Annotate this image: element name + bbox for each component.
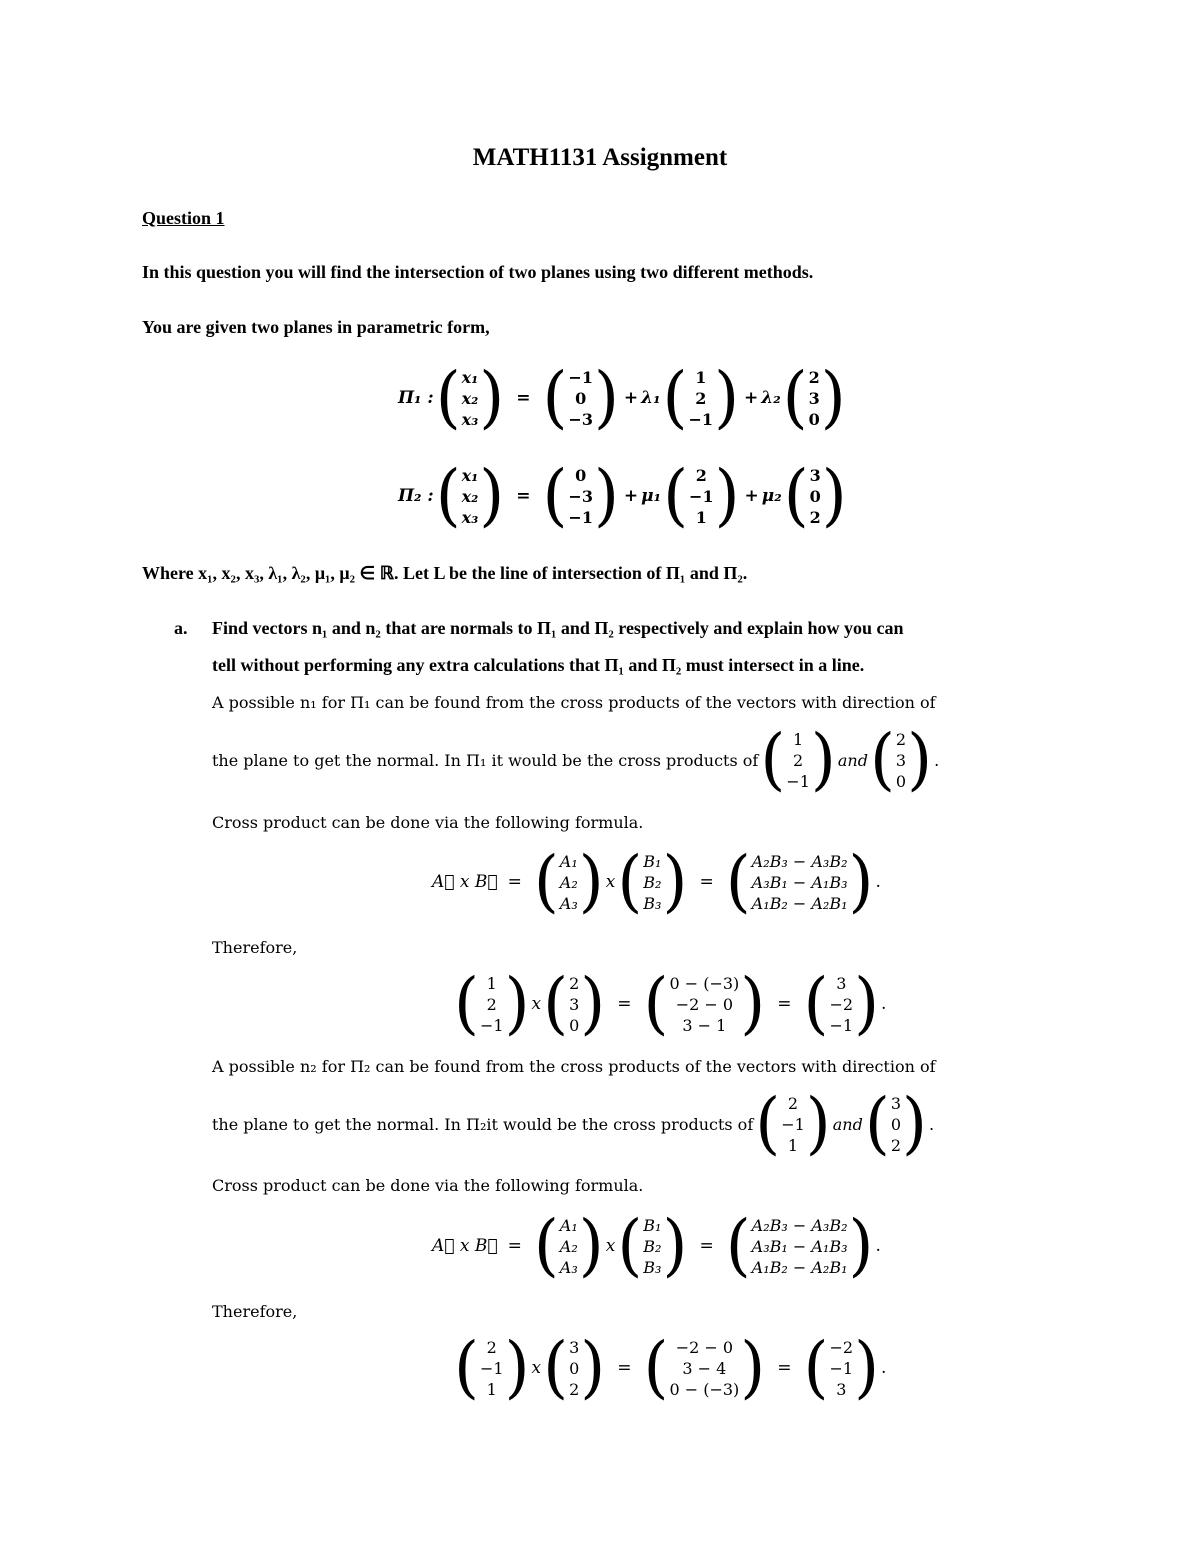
page-title: MATH1131 Assignment (472, 144, 728, 171)
cross-product-intro-1: Cross product can be done via the following formula. (212, 813, 644, 832)
normal-n1-result: ( 3 −2 −1 ) (803, 965, 880, 1043)
therefore-2: Therefore, (212, 1302, 298, 1321)
n1-direction-vector-1: ( 1 2 −1 ) (760, 721, 836, 799)
n1-explanation-line-1: A possible n₁ for Π₁ can be found from the cross products of the vectors with direction of (212, 693, 936, 712)
plane-1-direction-1: ( 1 2 −1 ) (662, 359, 740, 437)
plane-1-equation: Π₁ : ( x₁ x₂ x₃ ) = ( −1 0 −3 ) + λ₁ ( 1 2 −1 ) + λ₂ ( 2 3 0 ) (398, 359, 846, 437)
plane-2-direction-1: ( 2 −1 1 ) (663, 457, 740, 535)
cross-product-formula-1: A⃗ x B⃗ = ( A₁ A₂ A₃ ) x ( B₁ B₂ B₃ ) = ( A₂B₃ − A₃B₂ A₃B₁ − A₁B₃ A₁B₂ − A₂B₁ ) . (432, 843, 881, 921)
plane-2-equation: Π₂ : ( x₁ x₂ x₃ ) = ( 0 −3 −1 ) + μ₁ ( 2 −1 1 ) + μ₂ ( 3 0 2 ) (398, 457, 847, 535)
cross-product-formula-2: A⃗ x B⃗ = ( A₁ A₂ A₃ ) x ( B₁ B₂ B₃ ) = ( A₂B₃ − A₃B₂ A₃B₁ − A₁B₃ A₁B₂ − A₂B₁ ) . (432, 1207, 881, 1285)
plane-2-point-vector: ( 0 −3 −1 ) (542, 457, 619, 535)
cross-product-calc-1: ( 1 2 −1 ) x ( 2 3 0 ) = ( 0 − (−3) −2 − 0 3 − 1 ) = ( 3 −2 −1 ) . (454, 965, 887, 1043)
cross-product-calc-2: ( 2 −1 1 ) x ( 3 0 2 ) = ( −2 − 0 3 − 4 0 − (−3) ) = ( −2 −1 3 ) . (454, 1329, 887, 1407)
plane-1-label: Π₁ : (398, 388, 434, 408)
therefore-1: Therefore, (212, 938, 298, 957)
n1-explanation-line-2: the plane to get the normal. In Π₁ it would be the cross products of ( 1 2 −1 ) and ( 2 3 0 ) . (212, 721, 940, 799)
intro-line-1: In this question you will find the intersection of two planes using two different methods. (142, 262, 814, 282)
plane-1-param-1: λ₁ (641, 388, 661, 408)
n2-direction-vector-1: ( 2 −1 1 ) (755, 1085, 831, 1163)
n2-direction-vector-2: ( 3 0 2 ) (864, 1085, 927, 1163)
where-line: Where x₁, x₂, x₃, λ₁, λ₂, μ₁, μ₂ ∈ ℝ. Let L be the line of intersection of Π₁ and Π₂. (142, 563, 748, 583)
part-a-marker: a. (174, 618, 188, 638)
question-heading: Question 1 (142, 208, 225, 228)
plane-1-x-vector: ( x₁ x₂ x₃ ) (435, 359, 505, 437)
cross-product-intro-2: Cross product can be done via the following formula. (212, 1176, 644, 1195)
plane-2-x-vector: ( x₁ x₂ x₃ ) (435, 457, 505, 535)
intro-line-2: You are given two planes in parametric form, (142, 317, 490, 337)
plane-1-direction-2: ( 2 3 0 ) (782, 359, 846, 437)
plane-2-label: Π₂ : (398, 486, 434, 506)
part-a-question-line-2: tell without performing any extra calculations that Π₁ and Π₂ must intersect in a line. (212, 655, 865, 675)
plane-2-param-2: μ₂ (761, 486, 782, 506)
n2-explanation-line-1: A possible n₂ for Π₂ can be found from the cross products of the vectors with direction of (212, 1057, 936, 1076)
part-a-question-line-1: Find vectors n₁ and n₂ that are normals to Π₁ and Π₂ respectively and explain how you can (212, 618, 904, 638)
plane-2-param-1: μ₁ (641, 486, 662, 506)
plane-1-point-vector: ( −1 0 −3 ) (542, 359, 619, 437)
n1-direction-vector-2: ( 2 3 0 ) (869, 721, 933, 799)
plane-2-direction-2: ( 3 0 2 ) (783, 457, 847, 535)
normal-n2-result: ( −2 −1 3 ) (803, 1329, 880, 1407)
plane-1-param-2: λ₂ (761, 388, 781, 408)
n2-explanation-line-2: the plane to get the normal. In Π₂it would be the cross products of ( 2 −1 1 ) and ( 3 0 2 ) . (212, 1085, 935, 1163)
